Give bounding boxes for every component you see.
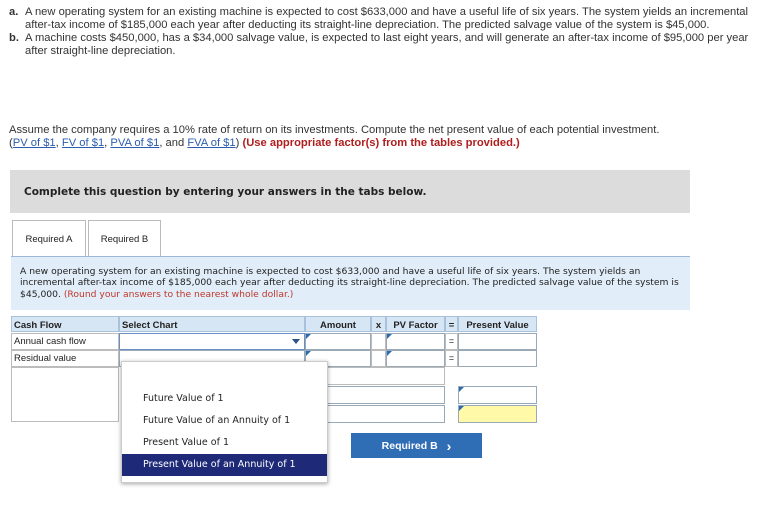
tab-label: Required A <box>25 233 73 245</box>
pv-factor-input-row1[interactable] <box>386 333 445 350</box>
part-a-label: a. <box>9 6 19 18</box>
button-label: Required B <box>381 439 438 452</box>
net-present-value-input[interactable] <box>458 405 537 423</box>
pv-factor-input-row2[interactable] <box>386 350 445 367</box>
problem-panel <box>11 256 690 310</box>
part-b-text: A machine costs $450,000, has a $34,000 salvage value, is expected to last eight years, and will generate an after-tax income of $95,000 per year after straight-line depreciation. <box>25 32 749 57</box>
row-label-annual-cash-flow: Annual cash flow <box>11 333 119 350</box>
paren-close: ) <box>235 137 240 149</box>
present-value-input-row1[interactable] <box>458 333 537 350</box>
option-present-value-of-1[interactable]: Present Value of 1 <box>143 437 229 448</box>
and-word: and <box>165 137 185 149</box>
panel-description: A new operating system for an existing machine is expected to cost $633,000 and have a useful life of six years. The system yields an incremental after-tax income of $185,000 each year after deducting its straight-line depreciation. The predicted salvage value of the system is $45,000. <box>20 266 679 300</box>
amount-input-row1[interactable] <box>305 333 371 350</box>
round-note: (Round your answers to the nearest whole dollar.) <box>63 288 294 300</box>
chart-dropdown-list <box>121 361 328 483</box>
header-times: x <box>371 316 386 332</box>
option-future-value-annuity[interactable]: Future Value of an Annuity of 1 <box>143 415 291 426</box>
header-equals: = <box>445 316 458 332</box>
total-pv-input[interactable] <box>458 386 537 404</box>
header-select-chart: Select Chart <box>119 316 305 332</box>
panel-text <box>20 266 684 300</box>
option-future-value-of-1[interactable]: Future Value of 1 <box>143 393 224 404</box>
comma: , <box>55 137 59 149</box>
table-links <box>9 137 764 150</box>
link-pva-of-1[interactable]: PVA of $1 <box>110 137 160 149</box>
option-present-value-annuity[interactable]: Present Value of an Annuity of 1 <box>122 454 327 476</box>
link-pv-of-1[interactable]: PV of $1 <box>12 137 56 149</box>
tab-required-b[interactable] <box>88 220 161 258</box>
question-part-a <box>9 6 764 58</box>
tab-label: Required B <box>100 233 149 245</box>
header-amount: Amount <box>305 316 371 332</box>
equals-row1: = <box>445 333 458 350</box>
required-b-button[interactable] <box>351 433 482 458</box>
equals-row2: = <box>445 350 458 367</box>
link-fv-of-1[interactable]: FV of $1 <box>61 137 105 149</box>
times-cell-row1 <box>371 333 386 350</box>
banner-text: Complete this question by entering your answers in the tabs below. <box>24 185 427 198</box>
paren-open: ( <box>9 137 13 149</box>
chevron-right-icon: › <box>446 437 452 454</box>
chevron-down-icon <box>292 339 300 344</box>
emphasis-note: (Use appropriate factor(s) from the tables provided.) <box>242 137 520 149</box>
present-value-input-row2[interactable] <box>458 350 537 367</box>
select-chart-dropdown-row1[interactable] <box>119 333 305 350</box>
assume-sentence: Assume the company requires a 10% rate of return on its investments. Compute the net present value of each potential investment. <box>9 124 660 136</box>
part-b-label: b. <box>9 32 19 44</box>
part-a-text: A new operating system for an existing machine is expected to cost $633,000 and have a useful life of six years. The system yields an incremental after-tax income of $185,000 each year after deducting its straight-line depreciation. The predicted salvage value of the system is $45,000. <box>25 6 749 31</box>
assumption-text <box>9 124 764 150</box>
header-pv-factor: PV Factor <box>386 316 445 332</box>
instruction-banner <box>10 170 690 213</box>
comma: , <box>104 137 108 149</box>
header-present-value: Present Value <box>458 316 537 332</box>
header-cash-flow: Cash Flow <box>11 316 119 332</box>
empty-label-cell <box>11 367 119 422</box>
tab-required-a[interactable] <box>12 220 86 258</box>
link-fva-of-1[interactable]: FVA of $1 <box>187 137 236 149</box>
comma: , <box>159 137 163 149</box>
times-cell-row2 <box>371 350 386 367</box>
row-label-residual-value: Residual value <box>11 350 119 367</box>
